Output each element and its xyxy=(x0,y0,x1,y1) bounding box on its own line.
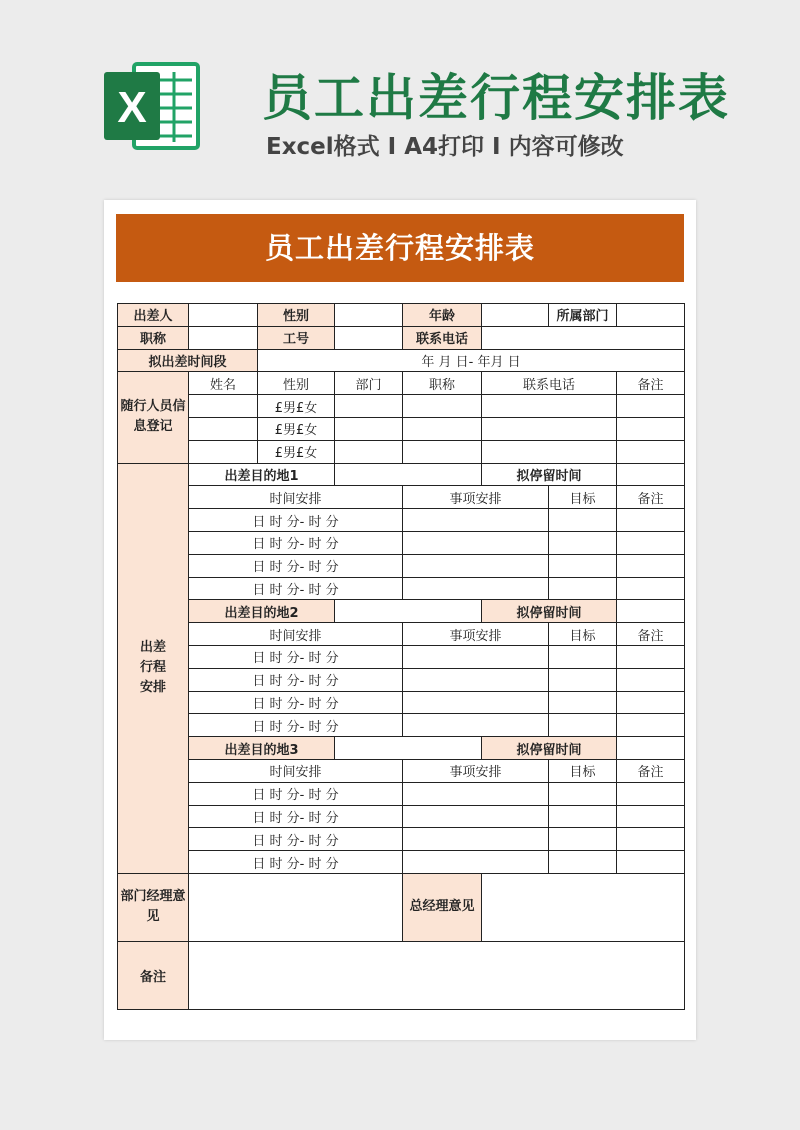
stay-time-field[interactable] xyxy=(617,600,685,623)
schedule-row xyxy=(118,531,685,554)
period-field[interactable]: 年 月 日- 年月 日 xyxy=(258,349,685,372)
time-slot-cell[interactable]: 日 时 分- 时 分 xyxy=(189,577,403,600)
schedule-header: 事项安排 xyxy=(403,486,549,509)
schedule-header: 事项安排 xyxy=(403,759,549,782)
schedule-row xyxy=(118,691,685,714)
note-cell[interactable] xyxy=(617,805,685,828)
companion-header: 姓名 xyxy=(189,372,258,395)
gender-label: 性别 xyxy=(258,304,335,327)
task-cell[interactable] xyxy=(403,782,549,805)
title-field[interactable] xyxy=(189,326,258,349)
editable-tag: 内容可修改 xyxy=(508,134,624,160)
companion-gender-cell[interactable]: £男£女 xyxy=(258,440,335,463)
schedule-row xyxy=(118,577,685,600)
schedule-row xyxy=(118,714,685,737)
stay-time-label: 拟停留时间 xyxy=(482,600,617,623)
companion-header: 联系电话 xyxy=(482,372,617,395)
goal-cell[interactable] xyxy=(549,714,617,737)
companion-header: 备注 xyxy=(617,372,685,395)
destination-field[interactable] xyxy=(335,600,482,623)
note-cell[interactable] xyxy=(617,645,685,668)
traveler-field[interactable] xyxy=(189,304,258,327)
form-sheet xyxy=(104,200,696,1040)
companion-name-cell[interactable] xyxy=(189,395,258,418)
goal-cell[interactable] xyxy=(549,645,617,668)
dept-manager-field[interactable] xyxy=(189,873,403,941)
separator: I xyxy=(387,134,397,160)
travel-form-table xyxy=(117,303,685,1010)
stay-time-field[interactable] xyxy=(617,463,685,486)
schedule-header: 时间安排 xyxy=(189,759,403,782)
schedule-header: 目标 xyxy=(549,759,617,782)
note-cell[interactable] xyxy=(617,782,685,805)
schedule-row xyxy=(118,645,685,668)
task-cell[interactable] xyxy=(403,554,549,577)
time-slot-cell[interactable]: 日 时 分- 时 分 xyxy=(189,828,403,851)
time-slot-cell[interactable]: 日 时 分- 时 分 xyxy=(189,805,403,828)
goal-cell[interactable] xyxy=(549,805,617,828)
schedule-row xyxy=(118,782,685,805)
task-cell[interactable] xyxy=(403,531,549,554)
phone-field[interactable] xyxy=(482,326,685,349)
stay-time-label: 拟停留时间 xyxy=(482,737,617,760)
schedule-row xyxy=(118,554,685,577)
schedule-row xyxy=(118,668,685,691)
note-cell[interactable] xyxy=(617,577,685,600)
note-cell[interactable] xyxy=(617,828,685,851)
note-cell[interactable] xyxy=(617,691,685,714)
employee-id-field[interactable] xyxy=(335,326,403,349)
task-cell[interactable] xyxy=(403,645,549,668)
companion-remark-cell[interactable] xyxy=(617,417,685,440)
itinerary-section xyxy=(118,463,685,873)
companions-label: 随行人员信息登记 xyxy=(118,372,189,463)
age-label: 年龄 xyxy=(403,304,482,327)
time-slot-cell[interactable]: 日 时 分- 时 分 xyxy=(189,509,403,532)
subtitle xyxy=(266,128,624,161)
schedule-row xyxy=(118,828,685,851)
dept-manager-label: 部门经理意见 xyxy=(118,873,189,941)
department-field[interactable] xyxy=(617,304,685,327)
note-cell[interactable] xyxy=(617,668,685,691)
note-cell[interactable] xyxy=(617,531,685,554)
companion-title-cell[interactable] xyxy=(403,440,482,463)
goal-cell[interactable] xyxy=(549,531,617,554)
companion-dept-cell[interactable] xyxy=(335,395,403,418)
schedule-row xyxy=(118,851,685,874)
goal-cell[interactable] xyxy=(549,691,617,714)
stay-time-field[interactable] xyxy=(617,737,685,760)
task-cell[interactable] xyxy=(403,851,549,874)
goal-cell[interactable] xyxy=(549,851,617,874)
goal-cell[interactable] xyxy=(549,577,617,600)
companion-phone-cell[interactable] xyxy=(482,417,617,440)
schedule-header: 备注 xyxy=(617,623,685,646)
task-cell[interactable] xyxy=(403,577,549,600)
destination-label: 出差目的地3 xyxy=(189,737,335,760)
task-cell[interactable] xyxy=(403,828,549,851)
goal-cell[interactable] xyxy=(549,828,617,851)
companion-phone-cell[interactable] xyxy=(482,395,617,418)
companion-header: 职称 xyxy=(403,372,482,395)
stay-time-label: 拟停留时间 xyxy=(482,463,617,486)
traveler-label: 出差人 xyxy=(118,304,189,327)
time-slot-cell[interactable]: 日 时 分- 时 分 xyxy=(189,714,403,737)
task-cell[interactable] xyxy=(403,805,549,828)
general-manager-field[interactable] xyxy=(482,873,685,941)
remarks-field[interactable] xyxy=(189,941,685,1009)
time-slot-cell[interactable]: 日 时 分- 时 分 xyxy=(189,782,403,805)
destination-label: 出差目的地1 xyxy=(189,463,335,486)
companion-title-cell[interactable] xyxy=(403,395,482,418)
excel-logo-letter: X xyxy=(117,83,147,132)
companion-remark-cell[interactable] xyxy=(617,440,685,463)
companion-dept-cell[interactable] xyxy=(335,417,403,440)
task-cell[interactable] xyxy=(403,714,549,737)
time-slot-cell[interactable]: 日 时 分- 时 分 xyxy=(189,691,403,714)
companion-dept-cell[interactable] xyxy=(335,440,403,463)
excel-logo-icon xyxy=(100,58,204,154)
note-cell[interactable] xyxy=(617,714,685,737)
schedule-row xyxy=(118,509,685,532)
period-label: 拟出差时间段 xyxy=(118,349,258,372)
goal-cell[interactable] xyxy=(549,554,617,577)
form-banner: 员工出差行程安排表 xyxy=(116,214,684,282)
companion-header: 性别 xyxy=(258,372,335,395)
general-manager-label: 总经理意见 xyxy=(403,873,482,941)
schedule-header: 时间安排 xyxy=(189,486,403,509)
destination-field[interactable] xyxy=(335,737,482,760)
time-slot-cell[interactable]: 日 时 分- 时 分 xyxy=(189,668,403,691)
schedule-header: 目标 xyxy=(549,486,617,509)
companion-name-cell[interactable] xyxy=(189,417,258,440)
time-slot-cell[interactable]: 日 时 分- 时 分 xyxy=(189,645,403,668)
separator: I xyxy=(492,134,501,160)
page-title: 员工出差行程安排表 xyxy=(262,69,730,127)
gender-field[interactable] xyxy=(335,304,403,327)
companion-gender-cell[interactable]: £男£女 xyxy=(258,395,335,418)
format-tag: Excel格式 xyxy=(266,134,380,160)
companion-gender-cell[interactable]: £男£女 xyxy=(258,417,335,440)
companion-row xyxy=(118,395,685,418)
schedule-header: 事项安排 xyxy=(403,623,549,646)
companion-row xyxy=(118,417,685,440)
task-cell[interactable] xyxy=(403,509,549,532)
companion-title-cell[interactable] xyxy=(403,417,482,440)
task-cell[interactable] xyxy=(403,691,549,714)
companion-row xyxy=(118,440,685,463)
title-label: 职称 xyxy=(118,326,189,349)
time-slot-cell[interactable]: 日 时 分- 时 分 xyxy=(189,531,403,554)
time-slot-cell[interactable]: 日 时 分- 时 分 xyxy=(189,554,403,577)
companion-name-cell[interactable] xyxy=(189,440,258,463)
schedule-header: 目标 xyxy=(549,623,617,646)
schedule-header: 时间安排 xyxy=(189,623,403,646)
schedule-header: 备注 xyxy=(617,486,685,509)
note-cell[interactable] xyxy=(617,554,685,577)
destination-field[interactable] xyxy=(335,463,482,486)
note-cell[interactable] xyxy=(617,509,685,532)
employee-id-label: 工号 xyxy=(258,326,335,349)
goal-cell[interactable] xyxy=(549,782,617,805)
schedule-header: 备注 xyxy=(617,759,685,782)
phone-label: 联系电话 xyxy=(403,326,482,349)
destination-label: 出差目的地2 xyxy=(189,600,335,623)
department-label: 所属部门 xyxy=(549,304,617,327)
remarks-label: 备注 xyxy=(118,941,189,1009)
companion-header: 部门 xyxy=(335,372,403,395)
age-field[interactable] xyxy=(482,304,549,327)
goal-cell[interactable] xyxy=(549,668,617,691)
schedule-row xyxy=(118,805,685,828)
task-cell[interactable] xyxy=(403,668,549,691)
companion-remark-cell[interactable] xyxy=(617,395,685,418)
note-cell[interactable] xyxy=(617,851,685,874)
itinerary-label: 出差行程安排 xyxy=(118,463,189,873)
goal-cell[interactable] xyxy=(549,509,617,532)
print-tag: A4打印 xyxy=(404,134,485,160)
time-slot-cell[interactable]: 日 时 分- 时 分 xyxy=(189,851,403,874)
companion-phone-cell[interactable] xyxy=(482,440,617,463)
